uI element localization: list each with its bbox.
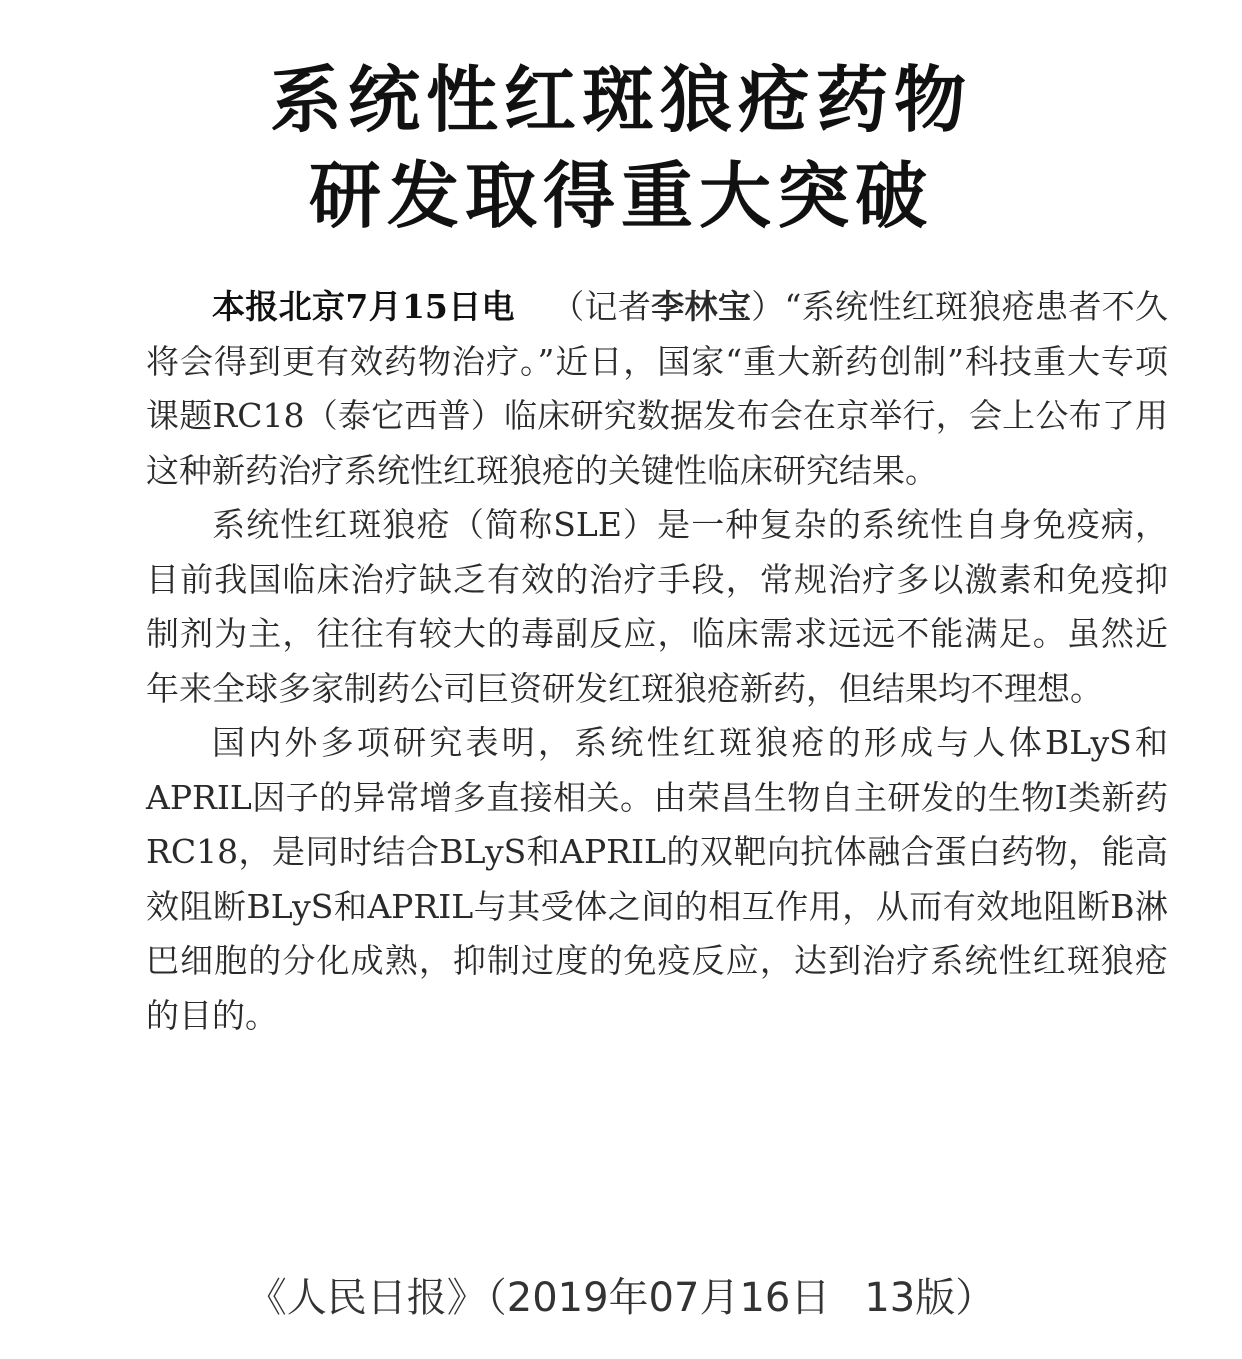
- headline-line-1: 系统性红斑狼疮药物: [269, 57, 972, 142]
- caption-page: 13版）: [864, 1275, 996, 1321]
- dateline: 本报北京7月15日电: [212, 287, 515, 326]
- headline: [0, 52, 1242, 244]
- paragraph-1: [146, 280, 1168, 498]
- reporter-name: 李林宝: [651, 287, 752, 326]
- paragraph-2: 系统性红斑狼疮（简称SLE）是一种复杂的系统性自身免疫病，目前我国临床治疗缺乏有效的治疗手段，常规治疗多以激素和免疫抑制剂为主，往往有较大的毒副反应，临床需求远远不能满足。虽然近年来全球多家制药公司巨资研发红斑狼疮新药，但结果均不理想。: [146, 505, 1168, 708]
- headline-line-2: 研发取得重大突破: [308, 153, 933, 238]
- reporter-suffix: ）: [751, 287, 785, 326]
- reporter-prefix: （记者: [550, 287, 652, 326]
- caption-source: 《人民日报》（2019年07月16日: [246, 1275, 831, 1321]
- source-caption: [0, 1270, 1242, 1326]
- paragraph-3: 国内外多项研究表明，系统性红斑狼疮的形成与人体BLyS和APRIL因子的异常增多直接相关。由荣昌生物自主研发的生物Ⅰ类新药RC18，是同时结合BLyS和APRIL的双靶向抗体融合蛋白药物，能高效阻断BLyS和APRIL与其受体之间的相互作用，从而有效地阻断B淋巴细胞的分化成熟，抑制过度的免疫反应，达到治疗系统性红斑狼疮的目的。: [146, 723, 1168, 1035]
- paragraph-1-text: “系统性红斑狼疮患者不久将会得到更有效药物治疗。”近日，国家“重大新药创制”科技重大专项课题RC18（泰它西普）临床研究数据发布会在京举行，会上公布了用这种新药治疗系统性红斑狼疮的关键性临床研究结果。: [146, 287, 1169, 490]
- article-body: [146, 280, 1168, 1043]
